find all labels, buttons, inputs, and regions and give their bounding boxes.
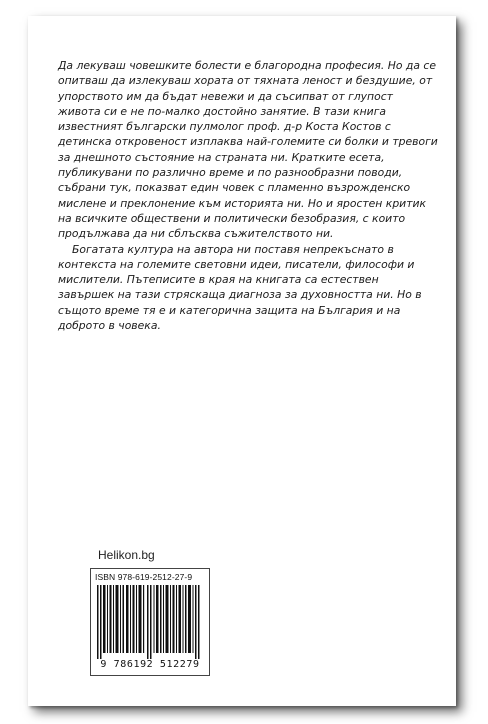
barcode-icon [97,585,203,659]
blurb-paragraph-1: Да лекуваш човешките болести е благородна професия. Но да се опитваш да излекуваш хората от тяхната леност и бездушие, от упорството им да бъдат невежи и да съсипват от глупост живота си е не по-малко достойно занятие. В тази книга известният български пулмолог проф. д-р Коста Костов с детинска откровеност изплаква най-големите си болки и тревоги за днешното състояние на страната ни. Кратките есета, публикувани по различно време и по разнообразни поводи, събрани тук, показват един човек с пламенно възрожденско мислене и преклонение към историята ни. Но и яростен критик на всичките обществени и политически безобразия, с които продължава да ни сблъсква съжителството ни. [58,59,438,241]
isbn-label: ISBN 978-619-2512-27-9 [95,572,193,582]
barcode-block [90,568,210,676]
ean-digits: 9 786192 512279 [100,659,200,670]
publisher-website: Helikon.bg [98,548,155,562]
book-back-cover [28,16,456,706]
blurb-paragraph-2: Богатата култура на автора ни поставя непрекъснато в контекста на големите световни идеи, писатели, философи и мислители. Пътеписите в края на книгата са естествен завършек на тази стряскаща диагноза за духовността ни. Но в същото време тя е и категорична защита на България и на доброто в човека. [58,242,422,333]
cover-blurb [58,58,438,333]
